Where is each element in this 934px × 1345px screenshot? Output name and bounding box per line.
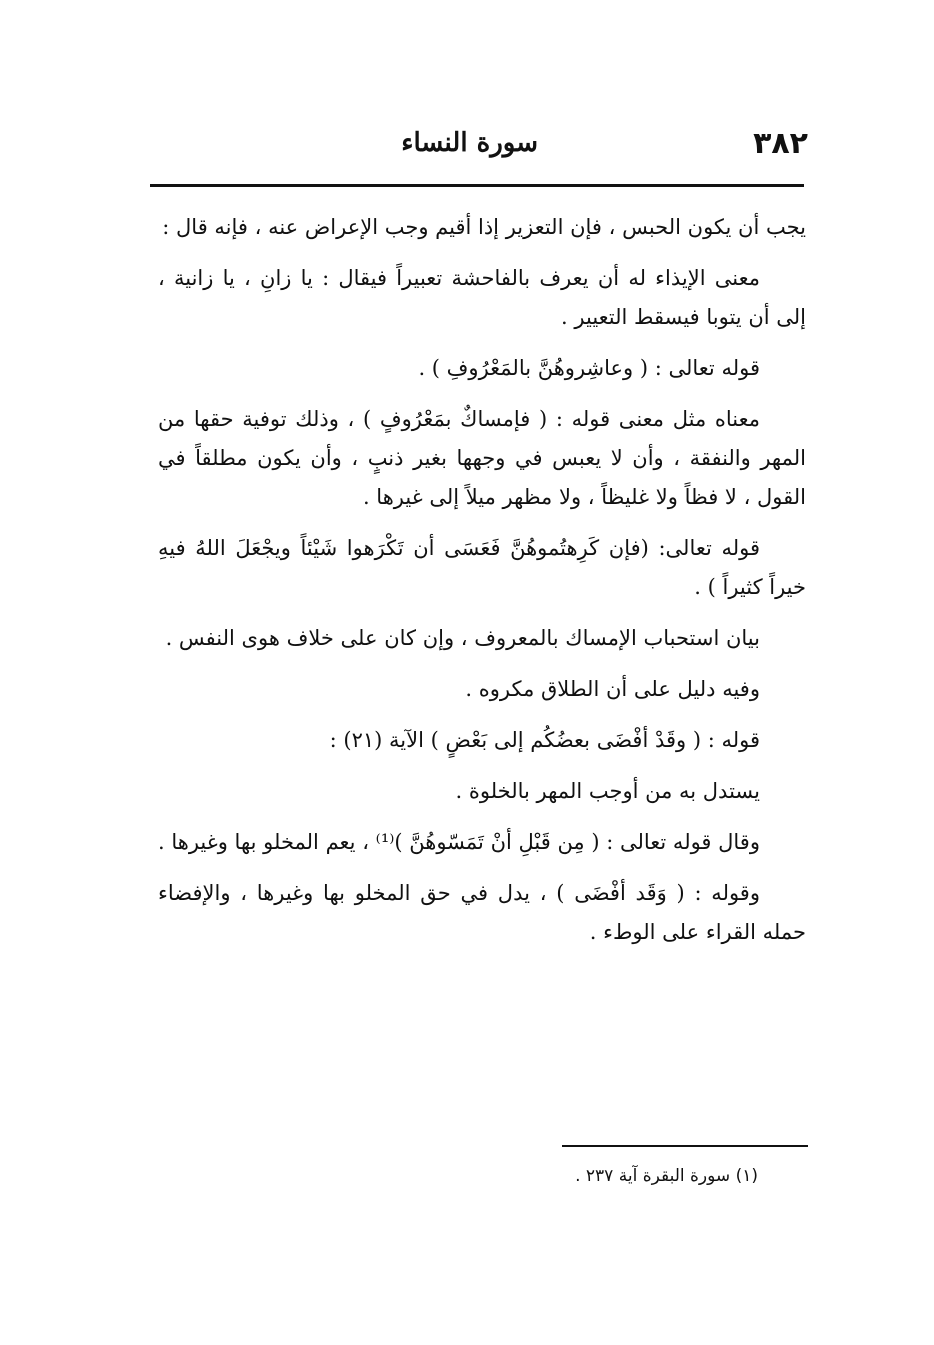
- paragraph: قوله : ( وقَدْ أفْضَى بعضُكُم إلى بَعْضٍ ) الآية (٢١) :: [329, 728, 760, 752]
- header-divider: [150, 184, 804, 187]
- body-text: [158, 208, 806, 964]
- paragraph: قوله تعالى : ( وعاشِروهُنَّ بالمَعْرُوفِ ) .: [418, 356, 760, 380]
- paragraph: معنى الإيذاء له أن يعرف بالفاحشة تعبيراً فيقال : يا زانِ ، يا زانية ، إلى أن يتوبا فيسقط التعيير .: [158, 266, 806, 329]
- page-number: ٣٨٢: [753, 126, 808, 161]
- paragraph: يستدل به من أوجب المهر بالخلوة .: [455, 779, 760, 803]
- paragraph: قوله تعالى: (فإن كَرِهتُموهُنَّ فَعَسَى أن تَكْرَهوا شَيْئاً ويجْعَلَ اللهُ فيهِ خيراً كثيراً ) .: [158, 536, 806, 599]
- paragraph: معناه مثل معنى قوله : ( فإمساكٌ بمَعْرُوفٍ ) ، وذلك توفية حقها من المهر والنفقة ، وأن لا يعبس في وجهها بغير ذنبٍ ، وأن يكون مطلقاً في القول ، لا فظاً ولا غليظاً ، ولا مظهر ميلاً إلى غيرها .: [158, 407, 806, 509]
- page-header: [150, 120, 808, 170]
- paragraph: وقال قوله تعالى : ( مِن قَبْلِ أنْ تَمَسّوهُنَّ )⁽¹⁾ ، يعم المخلو بها وغيرها .: [158, 830, 760, 854]
- running-title: سورة النساء: [401, 128, 538, 158]
- footnote: (١) سورة البقرة آية ٢٣٧ .: [575, 1166, 758, 1186]
- paragraph: بيان استحباب الإمساك بالمعروف ، وإن كان على خلاف هوى النفس .: [165, 626, 760, 650]
- paragraph: يجب أن يكون الحبس ، فإن التعزير إذا أقيم وجب الإعراض عنه ، فإنه قال :: [162, 215, 806, 239]
- footnote-divider: [562, 1145, 808, 1147]
- paragraph: وفيه دليل على أن الطلاق مكروه .: [465, 677, 760, 701]
- paragraph: وقوله : ( وَقَد أفْضَى ) ، يدل في حق المخلو بها وغيرها ، والإفضاء حمله القراء على الوطء .: [158, 881, 806, 944]
